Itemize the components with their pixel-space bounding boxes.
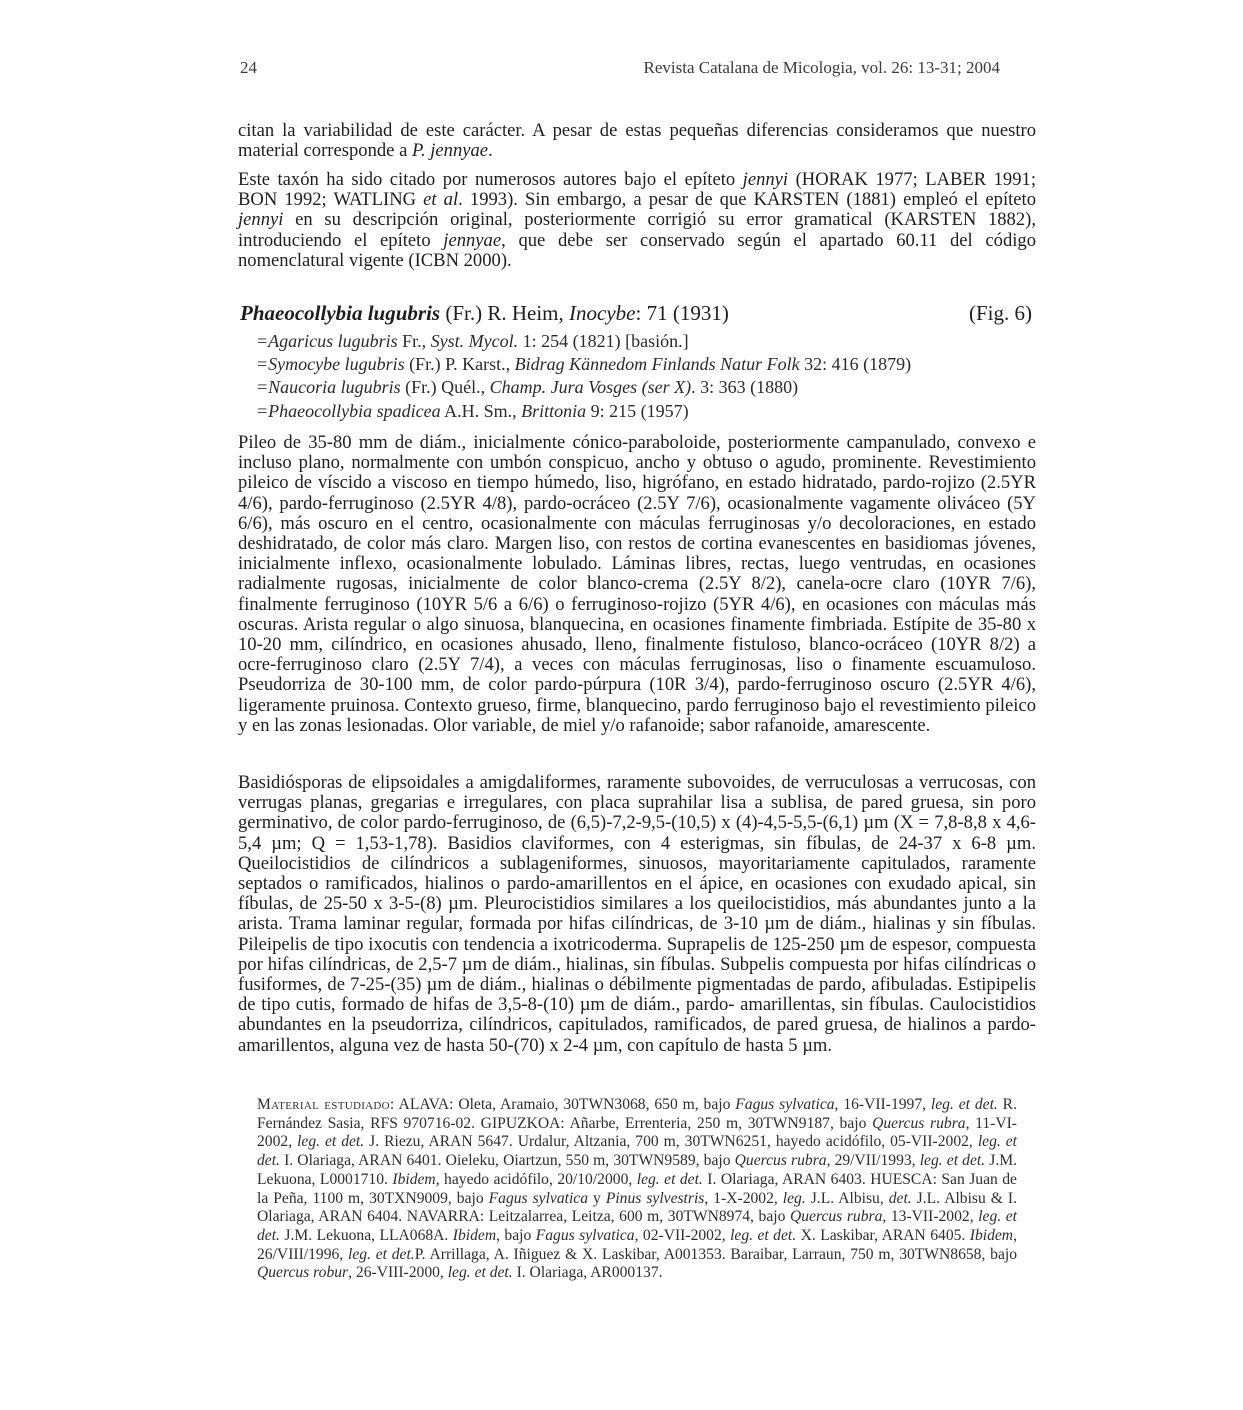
synonym-item bbox=[256, 376, 911, 399]
material-text-segment: I. Olariaga, ARAN 6403. HUESCA: San Juan de la Peña, 1100 m, 30TXN9009, bajo bbox=[257, 1170, 1017, 1207]
synonym-reference: 1: 254 (1821) [basión.] bbox=[518, 331, 689, 351]
species-citation: : 71 (1931) bbox=[635, 301, 729, 325]
material-italic-segment: Pinus sylvestris bbox=[605, 1189, 705, 1207]
material-text-segment: ALAVA: Oleta, Aramaio, 30TWN3068, 650 m, bajo bbox=[394, 1096, 736, 1113]
figure-reference: (Fig. 6) bbox=[969, 301, 1032, 325]
material-italic-segment: Quercus robur bbox=[257, 1264, 349, 1282]
page-number: 24 bbox=[240, 58, 257, 77]
material-text-segment: , bajo bbox=[496, 1226, 536, 1244]
synonym-reference: . 3: 363 (1880) bbox=[691, 377, 799, 398]
paragraph-text: Este taxón ha sido citado por numerosos autores bajo el epíteto bbox=[238, 169, 743, 190]
paragraph-variability bbox=[238, 121, 1036, 161]
synonym-name: =Naucoria lugubris bbox=[256, 377, 401, 398]
material-text-segment: , 29/VII/1993, bbox=[826, 1152, 920, 1170]
journal-citation: Revista Catalana de Micologia, vol. 26: 13-31; 2004 bbox=[643, 58, 1000, 77]
material-italic-segment: Ibidem bbox=[452, 1226, 497, 1244]
material-text-segment: R. Fernández Sasia, RFS 970716-02. GIPUZKOA: Añarbe, Errenteria, 250 m, 30TWN9187, bajo bbox=[257, 1096, 1017, 1132]
synonym-work: Brittonia bbox=[521, 400, 587, 421]
material-text-segment: I. Olariaga, ARAN 6401. Oieleku, Oiartzun, 550 m, 30TWN9589, bajo bbox=[279, 1152, 735, 1170]
material-text-segment: , 1-X-2002, bbox=[704, 1189, 783, 1207]
material-italic-segment: Fagus sylvatica bbox=[535, 1226, 635, 1244]
material-italic-segment: det. bbox=[888, 1189, 912, 1207]
running-head bbox=[240, 58, 1000, 82]
material-text-segment: , 02-VII-2002, bbox=[634, 1226, 731, 1244]
material-italic-segment: leg. et det. bbox=[297, 1133, 365, 1151]
material-text-segment: , 11-VI-2002, bbox=[257, 1114, 1017, 1151]
material-text-segment: P. Arrillaga, A. Iñiguez & X. Laskibar, A001353. Baraibar, Larraun, 750 m, 30TWN8658, bajo bbox=[414, 1245, 1018, 1263]
epithet: jennyae bbox=[443, 229, 502, 251]
material-text-segment: , 16-VII-1997, bbox=[834, 1096, 931, 1113]
material-italic-segment: leg. et det. bbox=[636, 1170, 703, 1188]
material-italic-segment: Quercus rubra bbox=[790, 1208, 883, 1226]
synonym-name: =Agaricus lugubris bbox=[256, 331, 398, 351]
material-italic-segment: Ibidem bbox=[392, 1170, 436, 1188]
material-records bbox=[257, 1096, 1017, 1281]
material-italic-segment: Quercus rubra bbox=[734, 1152, 827, 1170]
material-italic-segment: leg. et det. bbox=[919, 1152, 986, 1170]
material-text-segment: J.L. Albisu, bbox=[805, 1189, 889, 1207]
synonym-reference: 32: 416 (1879) bbox=[799, 354, 912, 375]
material-italic-segment: leg. et det. bbox=[257, 1208, 1018, 1244]
synonym-work: Champ. Jura Vosges (ser X) bbox=[489, 377, 692, 398]
synonym-item bbox=[256, 400, 911, 423]
paragraph-text: en su descripción original, posteriormente corrigió su error gramatical (KARSTEN 1882), introduciendo el epíteto bbox=[238, 209, 1036, 251]
paragraph-text: citan la variabilidad de este carácter. A pesar de estas pequeñas diferencias consideramos que nuestro material corresponde a bbox=[238, 120, 1036, 162]
synonym-name: =Phaeocollybia spadicea bbox=[256, 400, 441, 421]
material-label: Material estudiado: bbox=[257, 1096, 395, 1113]
species-heading bbox=[240, 300, 1032, 326]
material-italic-segment: leg. et det. bbox=[257, 1133, 1017, 1170]
studied-material bbox=[257, 1096, 1017, 1283]
synonym-author: A.H. Sm., bbox=[440, 400, 522, 421]
paragraph-text: . bbox=[488, 140, 493, 162]
material-italic-segment: Fagus sylvatica bbox=[735, 1096, 835, 1113]
epithet: jennyi bbox=[742, 169, 789, 190]
material-text-segment: , 13-VII-2002, bbox=[882, 1208, 979, 1226]
material-italic-segment: leg. bbox=[782, 1189, 806, 1207]
material-italic-segment: Fagus sylvatica bbox=[488, 1189, 589, 1207]
material-italic-segment: leg. et det. bbox=[447, 1264, 513, 1282]
material-text-segment: J. Riezu, ARAN 5647. Urdalur, Altzania, 700 m, 30TWN6251, hayedo acidófilo, 05-VII-2002, bbox=[364, 1133, 978, 1151]
taxon-name: P. jennyae bbox=[411, 140, 489, 162]
material-italic-segment: Quercus rubra bbox=[872, 1114, 966, 1132]
synonym-work: Syst. Mycol. bbox=[430, 331, 519, 351]
species-authority: (Fr.) R. Heim, bbox=[440, 301, 570, 325]
macroscopic-description: Pileo de 35-80 mm de diám., inicialmente cónico-paraboloide, posteriormente campanulado, convexo e incluso plano, normalmente con umbón conspicuo, ancho y obtuso o agudo, prominente. Revestimiento pileico de víscido a viscoso en tiempo húmedo, liso, higrófano, en estado hidratado, pardo-rojizo (2.5YR 4/6), pardo-ferruginoso (2.5YR 4/8), pardo-ocráceo (2.5Y 7/6), ocasionalmente vagamente oliváceo (5Y 6/6), más oscuro en el centro, ocasionalmente con máculas ferruginosas y/o decoloraciones, en estado deshidratado, de color más claro. Margen liso, con restos de cortina evanescentes en basidiomas jóvenes, inicialmente inflexo, ocasionalmente lobulado. Láminas libres, rectas, luego ventrudas, en ocasiones radialmente rugosas, inicialmente de color blanco-crema (2.5Y 8/2), canela-ocre claro (10YR 7/6), finalmente ferruginoso (10YR 5/6 a 6/6) o ferruginoso-rojizo (5YR 4/6), en ocasiones con máculas más oscuras. Arista regular o algo sinuosa, blanquecina, en ocasiones finamente fimbriada. Estípite de 35-80 x 10-20 mm, cilíndrico, en ocasiones ahusado, lleno, finalmente fistuloso, blanco-ocráceo (10YR 8/2) a ocre-ferruginoso claro (2.5Y 7/4), a veces con máculas ferruginosas, liso o finamente escuamuloso. Pseudorriza de 30-100 mm, de color pardo-púrpura (10R 3/4), pardo-ferruginoso oscuro (2.5YR 4/6), ligeramente pruinosa. Contexto grueso, firme, blanquecino, pardo ferruginoso bajo el revestimiento pileico y en las zonas lesionadas. Olor variable, de miel y/o rafanoide; sabor rafanoide, amarescente. bbox=[238, 432, 1036, 736]
synonym-reference: 9: 215 (1957) bbox=[586, 400, 689, 421]
epithet: jennyi bbox=[238, 209, 284, 231]
material-text-segment: , 26/VIII/1996, bbox=[257, 1226, 1017, 1263]
species-binomial: Phaeocollybia lugubris bbox=[240, 301, 441, 325]
synonym-author: (Fr.) P. Karst., bbox=[404, 354, 515, 375]
synonym-author: (Fr.) Quél., bbox=[400, 377, 490, 398]
et-al: et al bbox=[423, 189, 459, 211]
material-text-segment: J.M. Lekuona, L0001710. bbox=[257, 1152, 1018, 1188]
material-text-segment: , 26-VIII-2000, bbox=[348, 1264, 448, 1282]
synonym-item bbox=[256, 330, 911, 353]
material-italic-segment: leg. et det. bbox=[347, 1245, 415, 1263]
synonym-work: Bidrag Kännedom Finlands Natur Folk bbox=[514, 354, 800, 375]
material-text-segment: X. Laskibar, ARAN 6405. bbox=[796, 1226, 970, 1244]
material-text-segment: I. Olariaga, AR000137. bbox=[512, 1264, 663, 1282]
synonym-author: Fr., bbox=[397, 331, 431, 351]
material-text-segment: J.M. Lekuona, LLA068A. bbox=[279, 1226, 453, 1244]
species-publication: Inocybe bbox=[569, 301, 636, 325]
microscopic-description: Basidiósporas de elipsoidales a amigdaliformes, raramente subovoides, de verruculosas a verrucosas, con verrugas planas, gregarias e irregulares, con placa suprahilar lisa a sublisa, de pared gruesa, sin poro germinativo, de color pardo-ferruginoso, de (6,5)-7,2-9,5-(10,5) x (4)-4,5-5,5-(6,1) µm (X = 7,8-8,8 x 4,6-5,4 µm; Q = 1,53-1,78). Basidios claviformes, con 4 esterigmas, sin fíbulas, de 24-37 x 6-8 µm. Queilocistidios de cilíndricos a sublageniformes, sinuosos, mayoritariamente capitulados, raramente septados o ramificados, hialinos o pardo-amarillentos en el ápice, en ocasiones con exudado apical, sin fíbulas, de 25-50 x 3-5-(8) µm. Pleurocistidios similares a los queilocistidios, más abundantes junto a la arista. Trama laminar regular, formada por hifas cilíndricas, de 3-10 µm de diám., hialinas y sin fíbulas. Pileipelis de tipo ixocutis con tendencia a ixotricoderma. Suprapelis de 125-250 µm de espesor, compuesta por hifas cilíndricas, de 2,5-7 µm de diám., hialinas, sin fíbulas. Subpelis compuesta por hifas cilíndricas o fusiformes, de 7-25-(35) µm de diám., hialinas o débilmente pigmentadas de pardo, afibuladas. Estipipelis de tipo cutis, formado de hifas de 3,5-8-(10) µm de diám., pardo- amarillentas, sin fíbulas. Caulocistidios abundantes en la pseudorriza, cilíndricos, capitulados, ramificados, de pared gruesa, de hialinos a pardo-amarillentos, alguna vez de hasta 50-(70) x 2-4 µm, con capítulo de hasta 5 µm. bbox=[238, 772, 1036, 1056]
material-text-segment: J.L. Albisu & I. Olariaga, ARAN 6404. NAVARRA: Leitzalarrea, Leitza, 600 m, 30TWN8974, bajo bbox=[257, 1189, 1017, 1226]
material-text-segment: , hayedo acidófilo, 20/10/2000, bbox=[435, 1170, 637, 1188]
paragraph-text: . 1993). Sin embargo, a pesar de que KARSTEN (1881) empleó el epíteto bbox=[458, 189, 1037, 211]
synonym-list bbox=[256, 330, 911, 423]
synonym-name: =Symocybe lugubris bbox=[256, 354, 405, 375]
material-text-segment: y bbox=[588, 1189, 606, 1207]
material-italic-segment: leg. et det. bbox=[730, 1226, 797, 1244]
paragraph-text: , que debe ser conservado según el apartado 60.11 del código nomenclatural vigente (ICBN 2000). bbox=[238, 229, 1036, 271]
material-italic-segment: Ibidem bbox=[969, 1226, 1014, 1244]
material-italic-segment: leg. et det. bbox=[930, 1096, 998, 1113]
synonym-item bbox=[256, 353, 911, 376]
paragraph-epithet bbox=[238, 170, 1036, 271]
paragraph-text: (HORAK 1977; LABER 1991; BON 1992; WATLING bbox=[238, 169, 1036, 211]
